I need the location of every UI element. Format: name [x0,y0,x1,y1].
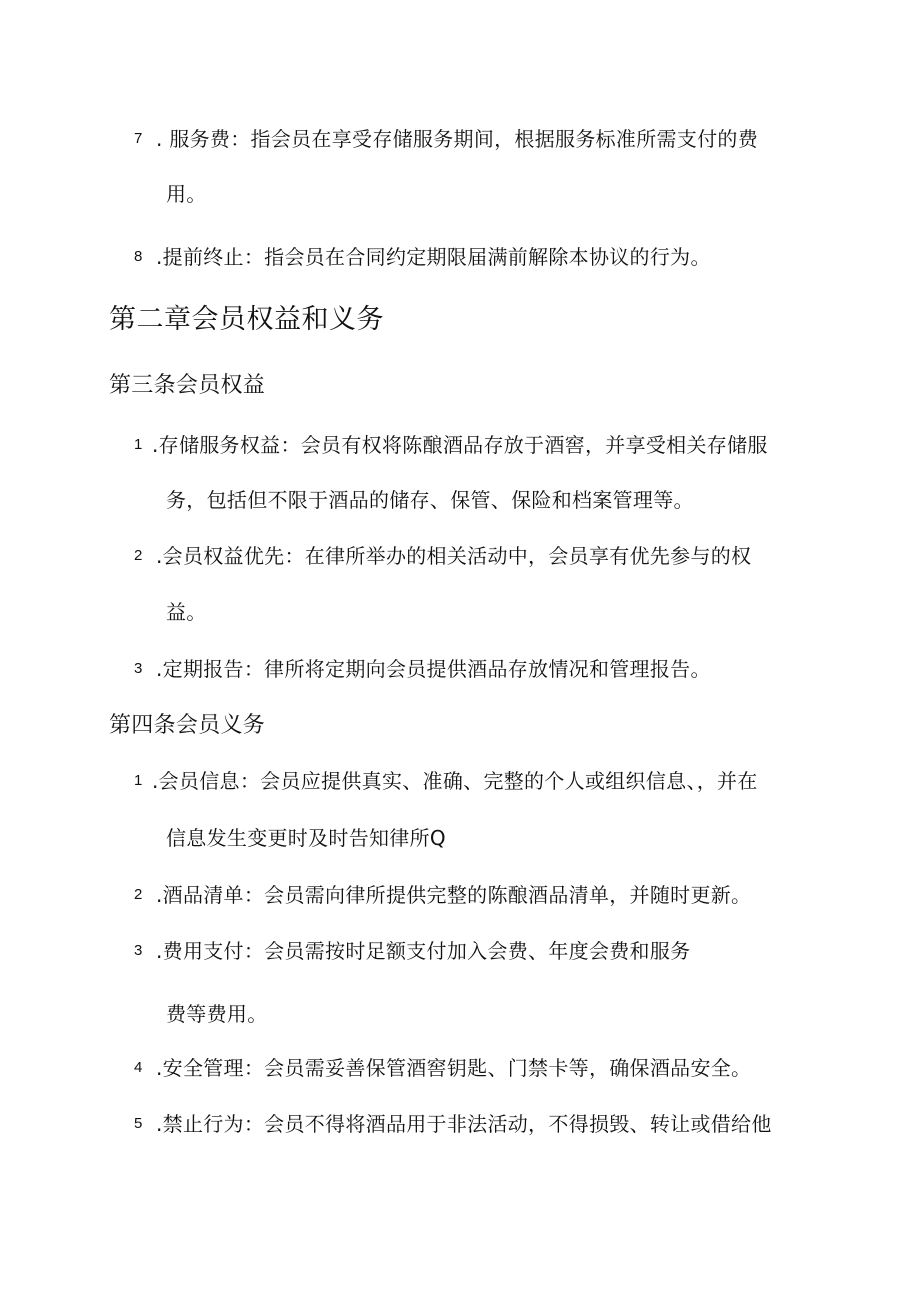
item-number: 5 [134,1115,143,1132]
item-number: 1 [134,772,143,789]
item-text-continuation: 益。 [166,600,207,624]
item-text: .提前终止：指会员在合同约定期限届满前解除本协议的行为。 [156,245,711,269]
item-number: 3 [134,660,143,677]
item-text-continuation: 信息发生变更时及时告知律所Q [166,826,446,850]
item-text-continuation: 用。 [166,182,207,206]
item-number: 8 [134,248,143,265]
item-text: .安全管理：会员需妥善保管酒窖钥匙、门禁卡等，确保酒品安全。 [156,1056,752,1080]
item-text: .定期报告：律所将定期向会员提供酒品存放情况和管理报告。 [156,657,711,681]
item-number: 7 [134,130,143,147]
item-text: .会员权益优先：在律所举办的相关活动中，会员享有优先参与的权 [156,544,752,568]
item-text: . 服务费：指会员在享受存储服务期间，根据服务标准所需支付的费 [156,127,759,151]
item-number: 4 [134,1059,143,1076]
item-number: 3 [134,942,143,959]
item-text-continuation: 费等费用。 [166,1002,268,1026]
item-text: .会员信息：会员应提供真实、准确、完整的个人或组织信息、，并在 [152,769,758,793]
item-number: 2 [134,547,143,564]
item-text: .酒品清单：会员需向律所提供完整的陈酿酒品清单，并随时更新。 [156,883,752,907]
item-text: .费用支付：会员需按时足额支付加入会费、年度会费和服务 [156,939,691,963]
item-text: .禁止行为：会员不得将酒品用于非法活动，不得损毁、转让或借给他 [156,1112,772,1136]
chapter-title: 第二章会员权益和义务 [109,304,384,335]
item-text-continuation: 务，包括但不限于酒品的储存、保管、保险和档案管理等。 [166,488,694,512]
item-text: .存储服务权益：会员有权将陈酿酒品存放于酒窖，并享受相关存储服 [152,433,768,457]
article-title: 第三条会员权益 [109,373,266,398]
item-number: 2 [134,886,143,903]
article-title: 第四条会员义务 [109,713,266,738]
item-number: 1 [134,436,143,453]
